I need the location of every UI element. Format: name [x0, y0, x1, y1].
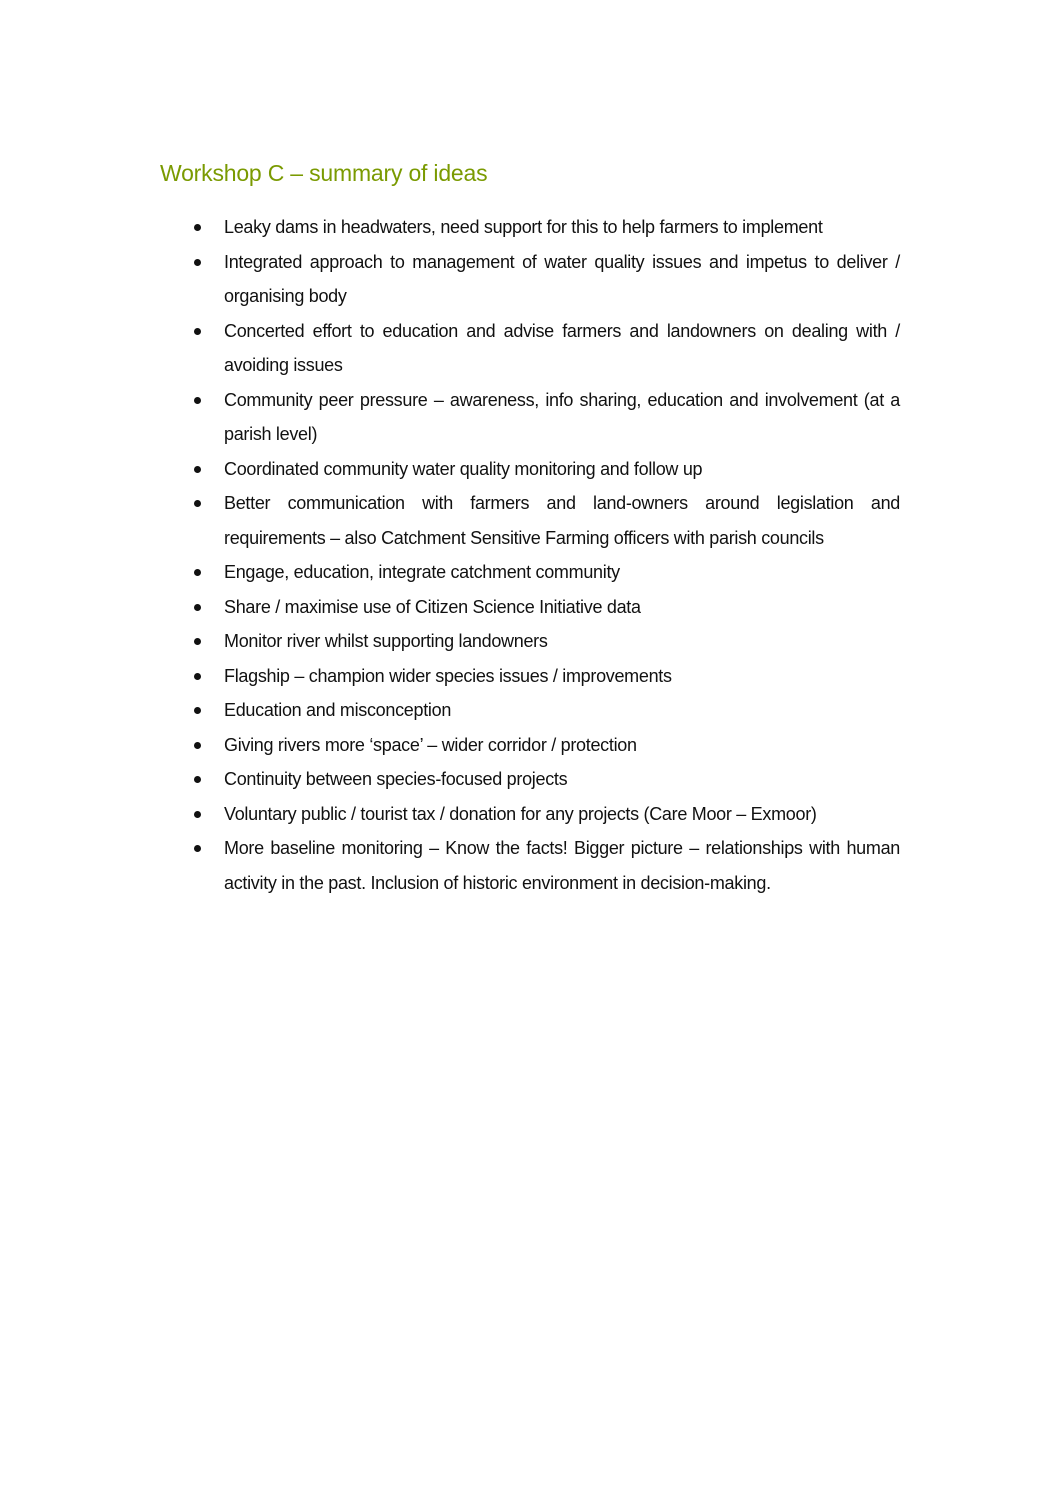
list-item-text: Continuity between species-focused projects	[224, 769, 568, 789]
bullet-icon	[194, 742, 201, 749]
list-item	[188, 314, 900, 383]
bullet-icon	[194, 811, 201, 818]
bullet-icon	[194, 776, 201, 783]
list-item	[188, 624, 900, 659]
bullet-icon	[194, 259, 201, 266]
bullet-icon	[194, 397, 201, 404]
bullet-icon	[194, 845, 201, 852]
list-item-text: Concerted effort to education and advise farmers and landowners on dealing with / avoiding issues	[224, 320, 900, 375]
list-item-text: Coordinated community water quality monitoring and follow up	[224, 458, 703, 479]
ideas-list	[188, 210, 900, 900]
list-item-text: Voluntary public / tourist tax / donation for any projects (Care Moor – Exmoor)	[224, 803, 817, 824]
list-item	[188, 831, 900, 900]
list-item-text: Giving rivers more ‘space’ – wider corridor / protection	[224, 734, 637, 755]
bullet-icon	[194, 569, 201, 576]
list-item-text: More baseline monitoring – Know the facts! Bigger picture – relationships with human activity in the past. Inclusion of historic environment in decision-making.	[224, 838, 900, 893]
list-item	[188, 383, 900, 452]
bullet-icon	[194, 328, 201, 335]
section-heading: Workshop C – summary of ideas	[160, 160, 488, 186]
list-item-text: Better communication with farmers and land-owners around legislation and requirements – also Catchment Sensitive Farming officers with parish councils	[224, 493, 900, 548]
list-item	[188, 452, 900, 487]
list-item	[188, 486, 900, 555]
list-item	[188, 762, 900, 797]
list-item-text: Monitor river whilst supporting landowners	[224, 631, 548, 651]
list-item	[188, 797, 900, 832]
list-item-text: Integrated approach to management of water quality issues and impetus to deliver / organising body	[224, 251, 900, 306]
bullet-icon	[194, 673, 201, 680]
list-item	[188, 555, 900, 590]
bullet-icon	[194, 707, 201, 714]
list-item-text: Leaky dams in headwaters, need support for this to help farmers to implement	[224, 217, 823, 237]
bullet-icon	[194, 500, 201, 507]
list-item	[188, 728, 900, 763]
bullet-icon	[194, 466, 201, 473]
list-item	[188, 590, 900, 625]
list-item	[188, 245, 900, 314]
list-item-text: Community peer pressure – awareness, info sharing, education and involvement (at a parish level)	[224, 389, 900, 444]
bullet-icon	[194, 604, 201, 611]
list-item-text: Share / maximise use of Citizen Science Initiative data	[224, 596, 641, 617]
list-item-text: Engage, education, integrate catchment community	[224, 562, 620, 582]
bullet-icon	[194, 224, 201, 231]
list-item	[188, 693, 900, 728]
list-item	[188, 210, 900, 245]
bullet-icon	[194, 638, 201, 645]
list-item	[188, 659, 900, 694]
list-item-text: Education and misconception	[224, 700, 452, 720]
list-item-text: Flagship – champion wider species issues / improvements	[224, 665, 672, 686]
